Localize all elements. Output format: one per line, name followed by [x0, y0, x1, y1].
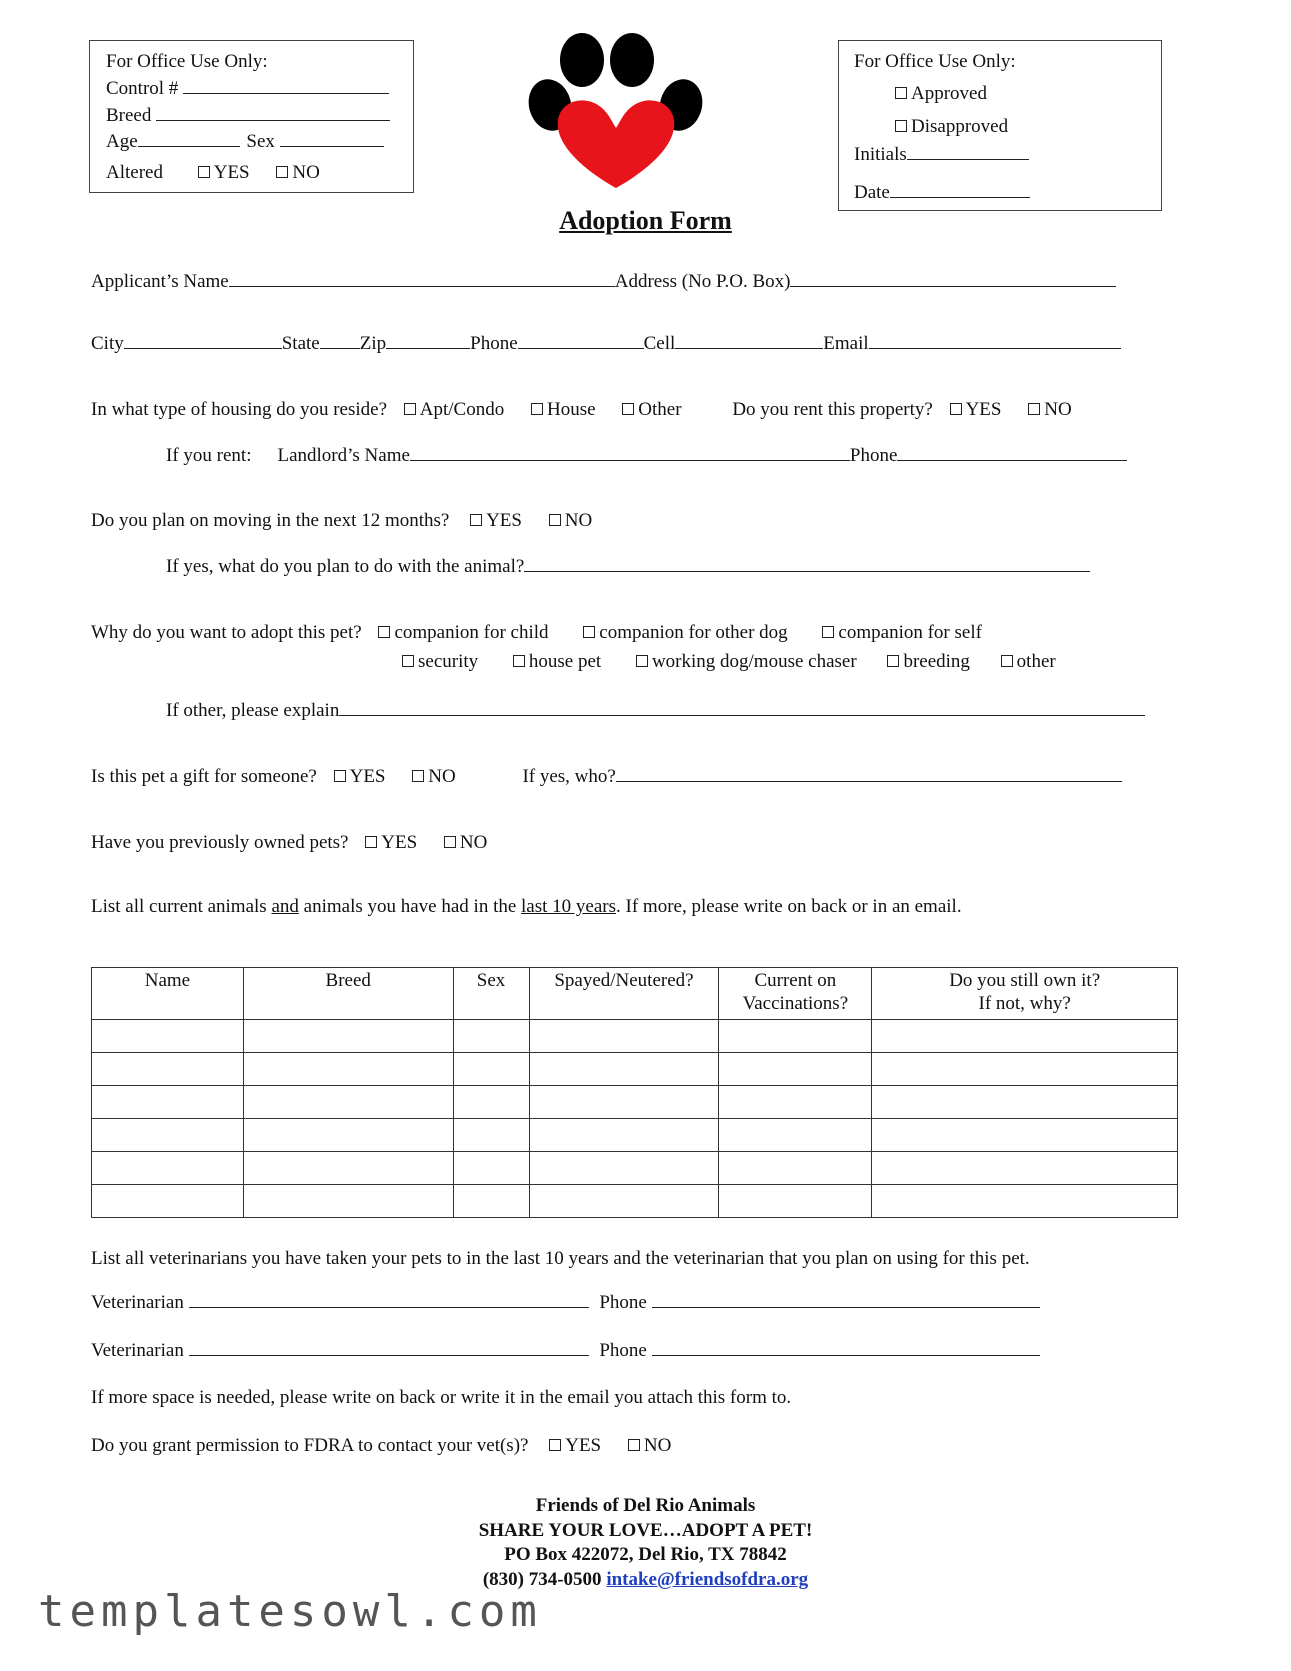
moving-question: Do you plan on moving in the next 12 months? [91, 510, 450, 531]
rent-yes-checkbox[interactable] [950, 403, 962, 415]
footer-org: Friends of Del Rio Animals [535, 1495, 756, 1516]
altered-yes-checkbox[interactable] [198, 166, 210, 178]
footer-email-link[interactable]: intake@friendsofdra.org [606, 1568, 809, 1590]
control-label: Control # [106, 78, 179, 99]
gift-question: Is this pet a gift for someone? [91, 766, 317, 787]
city-field[interactable] [124, 332, 282, 349]
table-cell[interactable] [529, 1053, 719, 1086]
vet-1-label: Veterinarian [91, 1292, 184, 1313]
list-instruction [91, 896, 962, 918]
table-cell[interactable] [92, 1152, 244, 1185]
reason-house-pet-label: house pet [528, 651, 602, 672]
vet-2-label: Veterinarian [91, 1340, 184, 1361]
reason-breeding-label: breeding [903, 651, 970, 672]
rent-no-label: NO [1044, 399, 1072, 420]
vet-row-1 [91, 1291, 1040, 1314]
landlord-phone-label: Phone [849, 445, 898, 466]
gift-yes-checkbox[interactable] [334, 770, 346, 782]
zip-field[interactable] [386, 332, 470, 349]
col-header-breed: Breed [243, 968, 453, 1020]
zip-label: Zip [359, 333, 387, 354]
permission-yes-label: YES [565, 1435, 602, 1456]
applicant-row-2 [91, 332, 1121, 355]
email-field[interactable] [869, 332, 1121, 349]
footer-slogan: SHARE YOUR LOVE…ADOPT A PET! [478, 1519, 813, 1541]
landlord-label: Landlord’s Name [277, 445, 410, 466]
col-header-name: Name [92, 968, 244, 1020]
footer [0, 1494, 1291, 1592]
gift-row [91, 765, 1122, 788]
table-cell[interactable] [529, 1185, 719, 1218]
col-header-sex: Sex [453, 968, 529, 1020]
rent-no-checkbox[interactable] [1028, 403, 1040, 415]
initials-label: Initials [854, 144, 907, 165]
reason-house-pet-checkbox[interactable] [513, 655, 525, 667]
housing-house-checkbox[interactable] [531, 403, 543, 415]
table-cell[interactable] [529, 1119, 719, 1152]
table-cell[interactable] [719, 1086, 872, 1119]
table-cell[interactable] [243, 1020, 453, 1053]
table-cell[interactable] [92, 1185, 244, 1218]
email-label: Email [823, 333, 869, 354]
rent-question: Do you rent this property? [732, 399, 933, 420]
vet-1-phone-field[interactable] [652, 1291, 1040, 1308]
pets-history-table [91, 967, 1178, 1218]
table-cell[interactable] [243, 1185, 453, 1218]
form-title: Adoption Form [559, 206, 732, 235]
reason-other-checkbox[interactable] [1001, 655, 1013, 667]
gift-followup-label: If yes, who? [522, 766, 616, 787]
table-cell[interactable] [453, 1020, 529, 1053]
vet-2-phone-label: Phone [599, 1340, 647, 1361]
previous-question: Have you previously owned pets? [91, 832, 349, 853]
previous-pets-row [91, 832, 487, 854]
moving-followup-row [166, 555, 1090, 578]
address-field[interactable] [790, 270, 1116, 287]
table-cell[interactable] [453, 1119, 529, 1152]
more-space-note: If more space is needed, please write on back or write it in the email you attach this form to. [91, 1387, 792, 1408]
permission-no-label: NO [643, 1435, 672, 1456]
reason-explain-row [166, 699, 1145, 722]
address-label: Address (No P.O. Box) [614, 271, 791, 292]
previous-yes-checkbox[interactable] [365, 836, 377, 848]
housing-other-checkbox[interactable] [622, 403, 634, 415]
moving-no-checkbox[interactable] [549, 514, 561, 526]
initials-field[interactable] [907, 143, 1029, 160]
landlord-phone-field[interactable] [897, 444, 1127, 461]
reason-other-label: other [1016, 651, 1056, 672]
reason-other-dog-label: companion for other dog [599, 622, 788, 643]
paw-toe-1 [560, 33, 604, 87]
applicant-name-label: Applicant’s Name [91, 271, 229, 292]
housing-house-label: House [546, 399, 596, 420]
table-cell[interactable] [719, 1119, 872, 1152]
permission-row [91, 1435, 671, 1457]
housing-row [91, 399, 1072, 421]
reason-row-2 [402, 651, 1056, 673]
footer-address: PO Box 422072, Del Rio, TX 78842 [504, 1544, 787, 1565]
table-cell[interactable] [92, 1053, 244, 1086]
housing-question: In what type of housing do you reside? [91, 399, 388, 420]
reason-self-checkbox[interactable] [822, 626, 834, 638]
table-cell[interactable] [719, 1053, 872, 1086]
office-use-box-right [838, 40, 1162, 211]
table-cell[interactable] [529, 1020, 719, 1053]
applicant-row-1 [91, 270, 1116, 293]
housing-apt-checkbox[interactable] [404, 403, 416, 415]
reason-other-dog-checkbox[interactable] [583, 626, 595, 638]
rent-yes-label: YES [965, 399, 1002, 420]
col-header-spayed: Spayed/Neutered? [529, 968, 719, 1020]
reason-breeding-checkbox[interactable] [887, 655, 899, 667]
watermark: templatesowl.com [38, 1586, 542, 1637]
col-header-still-own: Do you still own it? If not, why? [872, 968, 1178, 1020]
office-use-box-left [89, 40, 414, 193]
phone-label: Phone [470, 333, 518, 354]
vet-1-field[interactable] [189, 1291, 589, 1308]
paw-pad [558, 100, 675, 188]
table-cell[interactable] [92, 1119, 244, 1152]
landlord-name-field[interactable] [410, 444, 850, 461]
table-cell[interactable] [872, 1053, 1178, 1086]
table-cell[interactable] [453, 1152, 529, 1185]
if-rent-label: If you rent: [166, 445, 252, 466]
reason-child-label: companion for child [394, 622, 549, 643]
list-instruction-part2: animals you have had in the [298, 896, 522, 917]
footer-phone: (830) 734-0500 [482, 1568, 602, 1590]
table-row [92, 1086, 1178, 1119]
vet-row-2 [91, 1339, 1040, 1362]
permission-question: Do you grant permission to FDRA to contact your vet(s)? [91, 1435, 529, 1456]
housing-apt-label: Apt/Condo [419, 399, 505, 420]
moving-no-label: NO [564, 510, 593, 531]
table-cell[interactable] [872, 1119, 1178, 1152]
table-cell[interactable] [453, 1185, 529, 1218]
disapproved-label: Disapproved [911, 116, 1009, 137]
list-instruction-part1: List all current animals [91, 896, 272, 917]
landlord-row [166, 444, 1127, 467]
table-cell[interactable] [719, 1185, 872, 1218]
previous-yes-label: YES [381, 832, 418, 853]
table-cell[interactable] [243, 1086, 453, 1119]
permission-no-checkbox[interactable] [628, 1439, 640, 1451]
breed-field[interactable] [156, 104, 390, 121]
altered-no-checkbox[interactable] [276, 166, 288, 178]
list-instruction-part3: . If more, please write on back or in an email. [616, 896, 962, 917]
paw-toe-2 [610, 33, 654, 87]
gift-no-label: NO [428, 766, 456, 787]
applicant-name-field[interactable] [229, 270, 615, 287]
cell-field[interactable] [675, 332, 823, 349]
reason-working-dog-label: working dog/mouse chaser [651, 651, 857, 672]
reason-child-checkbox[interactable] [378, 626, 390, 638]
vets-instruction: List all veterinarians you have taken your pets to in the last 10 years and the veterinarian that you plan on using for this pet. [91, 1248, 1030, 1269]
table-cell[interactable] [243, 1119, 453, 1152]
table-cell[interactable] [92, 1086, 244, 1119]
reason-working-dog-checkbox[interactable] [636, 655, 648, 667]
age-label: Age [106, 131, 138, 152]
reason-explain-field[interactable] [339, 699, 1145, 716]
table-cell[interactable] [872, 1185, 1178, 1218]
altered-no-label: NO [292, 162, 320, 183]
moving-followup-field[interactable] [524, 555, 1090, 572]
table-cell[interactable] [243, 1053, 453, 1086]
approved-label: Approved [911, 83, 987, 104]
table-header-row [92, 968, 1178, 1020]
table-row [92, 1185, 1178, 1218]
cell-label: Cell [643, 333, 676, 354]
table-row [92, 1119, 1178, 1152]
disapproved-checkbox[interactable] [895, 120, 907, 132]
table-cell[interactable] [453, 1086, 529, 1119]
table-cell[interactable] [529, 1152, 719, 1185]
moving-yes-checkbox[interactable] [470, 514, 482, 526]
housing-other-label: Other [638, 399, 682, 420]
reason-row-1 [91, 622, 982, 644]
office-right-heading: For Office Use Only: [854, 51, 1016, 72]
moving-row [91, 510, 592, 532]
table-cell[interactable] [719, 1020, 872, 1053]
date-field[interactable] [890, 181, 1030, 198]
reason-question: Why do you want to adopt this pet? [91, 622, 362, 643]
vet-2-field[interactable] [189, 1339, 589, 1356]
table-cell[interactable] [872, 1086, 1178, 1119]
reason-self-label: companion for self [838, 622, 982, 643]
table-cell[interactable] [872, 1152, 1178, 1185]
table-row [92, 1053, 1178, 1086]
sex-field[interactable] [280, 130, 384, 147]
gift-yes-label: YES [349, 766, 386, 787]
list-instruction-last10: last 10 years [521, 896, 617, 917]
state-field[interactable] [320, 332, 360, 349]
table-cell[interactable] [92, 1020, 244, 1053]
city-label: City [91, 333, 124, 354]
altered-label: Altered [106, 162, 163, 183]
gift-no-checkbox[interactable] [412, 770, 424, 782]
table-cell[interactable] [719, 1152, 872, 1185]
permission-yes-checkbox[interactable] [549, 1439, 561, 1451]
sex-label: Sex [246, 131, 275, 152]
table-cell[interactable] [243, 1152, 453, 1185]
office-left-heading: For Office Use Only: [106, 51, 268, 72]
vet-2-phone-field[interactable] [652, 1339, 1040, 1356]
moving-followup-label: If yes, what do you plan to do with the animal? [166, 556, 525, 577]
col-header-vaccinations: Current on Vaccinations? [719, 968, 872, 1020]
previous-no-checkbox[interactable] [444, 836, 456, 848]
table-cell[interactable] [453, 1053, 529, 1086]
state-label: State [281, 333, 320, 354]
breed-label: Breed [106, 105, 152, 126]
list-instruction-and: and [271, 896, 299, 917]
control-field[interactable] [183, 77, 389, 94]
reason-security-checkbox[interactable] [402, 655, 414, 667]
approved-checkbox[interactable] [895, 87, 907, 99]
phone-field[interactable] [518, 332, 644, 349]
table-cell[interactable] [872, 1020, 1178, 1053]
vet-1-phone-label: Phone [599, 1292, 647, 1313]
gift-followup-field[interactable] [616, 765, 1122, 782]
date-label: Date [854, 182, 890, 203]
table-row [92, 1020, 1178, 1053]
paw-print-logo [526, 30, 706, 192]
table-row [92, 1152, 1178, 1185]
reason-explain-label: If other, please explain [166, 700, 340, 721]
table-cell[interactable] [529, 1086, 719, 1119]
moving-yes-label: YES [486, 510, 522, 531]
previous-no-label: NO [459, 832, 488, 853]
age-field[interactable] [138, 130, 240, 147]
altered-yes-label: YES [213, 162, 250, 183]
reason-security-label: security [418, 651, 479, 672]
